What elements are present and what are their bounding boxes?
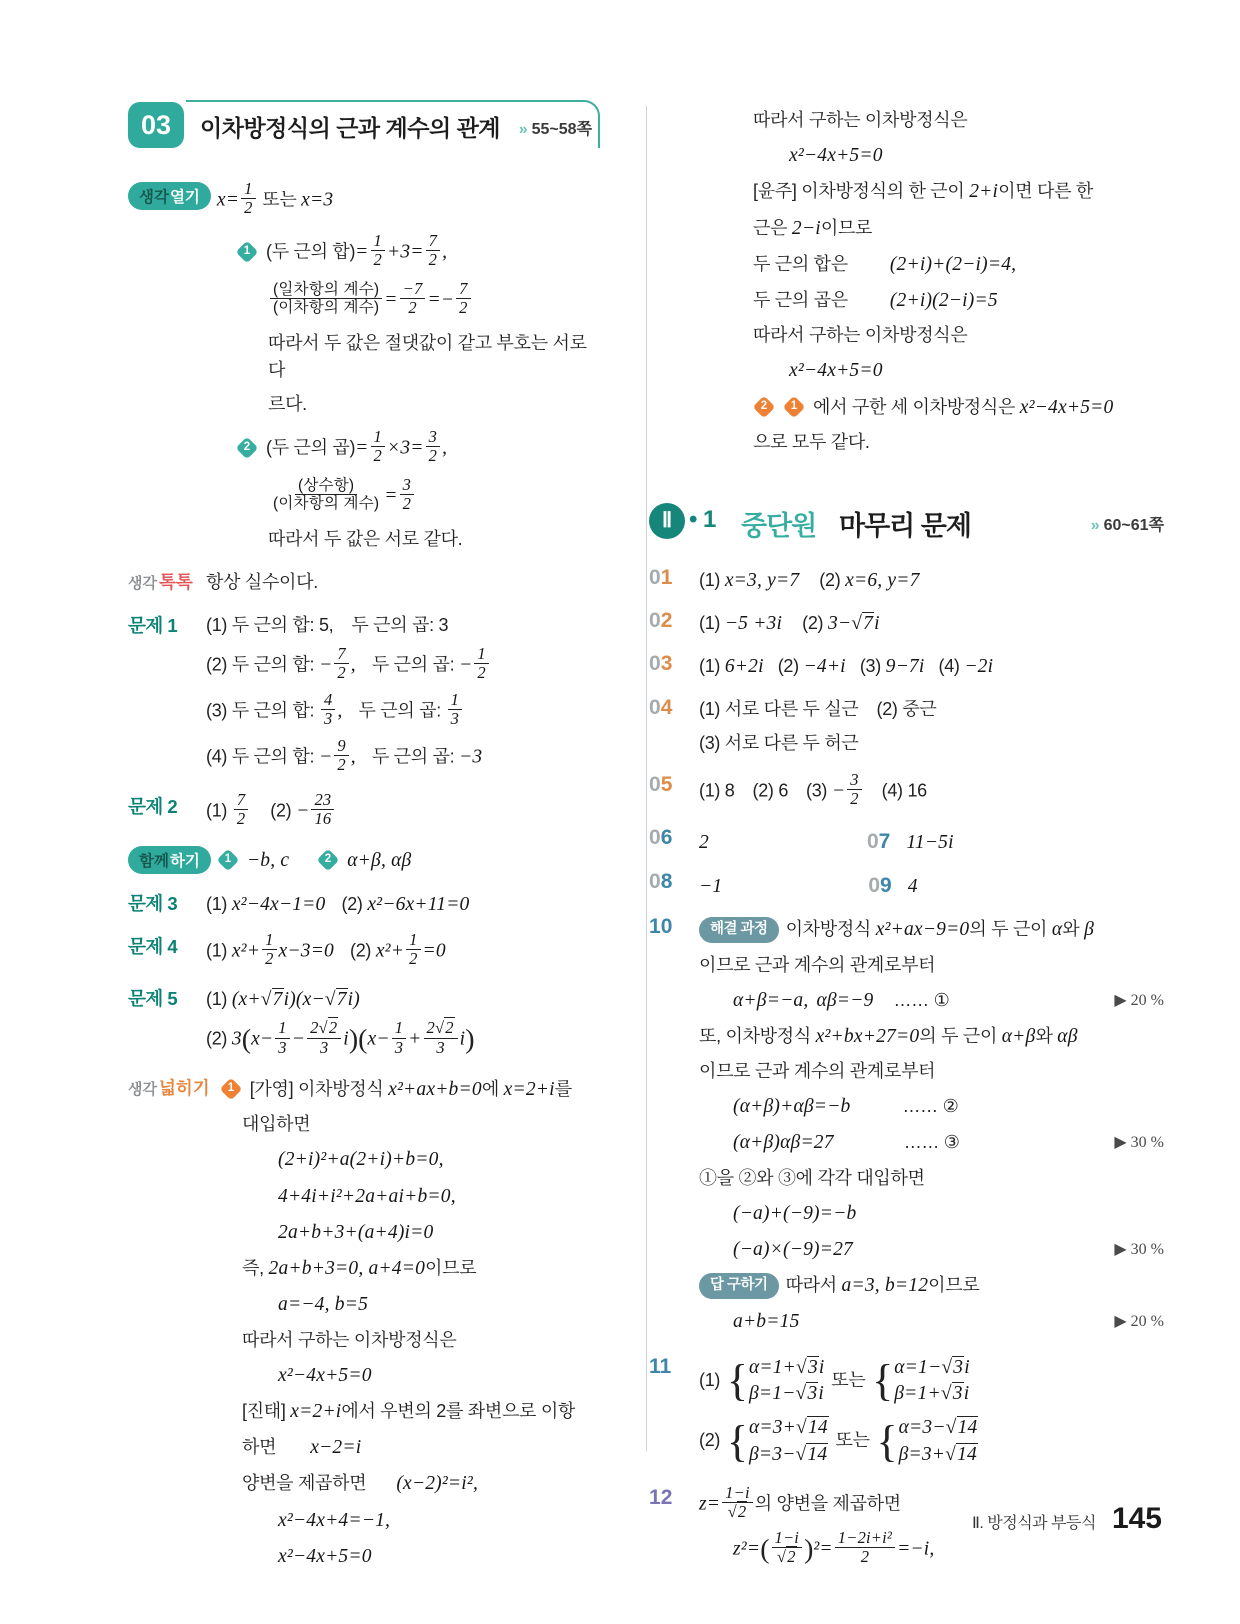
row-body: (α+β)αβ=27 …… ③ bbox=[733, 1132, 960, 1154]
row-body: (2) 두 근의 합: − $\frac{7}{2}$ , 두 근의 곱: − $\frac{1}{2}$ bbox=[206, 647, 600, 685]
content-row bbox=[649, 1271, 1164, 1300]
row-label bbox=[649, 652, 699, 676]
content-row bbox=[753, 393, 1164, 422]
row-body: (1) { α=1+√3i β=1−√3i 또는 { α=1−√3i β=1+√3i bbox=[699, 1355, 1164, 1408]
problem-number: 05 bbox=[649, 772, 673, 796]
content-row bbox=[649, 769, 1164, 811]
content-row bbox=[128, 391, 600, 418]
row-label bbox=[649, 696, 699, 720]
left-column-content bbox=[128, 179, 600, 1571]
problem-number: 06 bbox=[649, 826, 673, 850]
row-body: (1) 6+2i (2) −4+i (3) 9−7i (4) −2i bbox=[699, 656, 994, 678]
row-body: x²−4x+5=0 bbox=[278, 1364, 372, 1386]
content-row bbox=[649, 826, 1164, 858]
page-footer bbox=[972, 1502, 1162, 1536]
numbered-diamond-icon: 1 bbox=[236, 240, 259, 263]
content-row bbox=[649, 1415, 1164, 1468]
row-label bbox=[128, 612, 206, 638]
content-row bbox=[753, 322, 1164, 349]
numbered-diamond-icon: 1 bbox=[219, 1078, 242, 1101]
row-body: 따라서 두 값은 절댓값이 같고 부호는 서로 다 bbox=[268, 332, 587, 380]
content-row bbox=[753, 107, 1164, 134]
page-ref-chevron-icon: » bbox=[1090, 516, 1100, 534]
right-column bbox=[649, 100, 1164, 1576]
problem-number: 12 bbox=[649, 1485, 673, 1509]
problem-number: 01 bbox=[649, 565, 673, 589]
row-body: ①을 ②와 ③에 각각 대입하면 bbox=[699, 1167, 925, 1188]
content-row bbox=[128, 846, 600, 875]
page-ref-chevron-icon: » bbox=[518, 121, 528, 138]
content-row bbox=[649, 566, 1164, 595]
content-row bbox=[753, 429, 1164, 456]
row-label bbox=[128, 569, 206, 594]
step-badge: 해결 과정 bbox=[699, 917, 779, 943]
row-label bbox=[128, 1075, 220, 1100]
content-row bbox=[649, 730, 1164, 757]
row-label bbox=[128, 793, 206, 819]
row-label bbox=[649, 609, 699, 633]
row-body: [진태] x=2+i에서 우변의 2를 좌변으로 이항 bbox=[242, 1400, 575, 1422]
left-column bbox=[128, 100, 600, 1578]
row-body: x²−4x+4=−1, bbox=[278, 1509, 391, 1531]
row-body: (2+i)²+a(2+i)+b=0, bbox=[278, 1149, 444, 1171]
column-divider bbox=[646, 106, 647, 1451]
content-row bbox=[128, 1075, 600, 1104]
content-row bbox=[649, 1527, 1164, 1569]
content-row bbox=[128, 1145, 600, 1174]
score-percent: ▶ 20 % bbox=[1114, 991, 1164, 1009]
row-body: (−a)+(−9)=−b bbox=[733, 1202, 857, 1224]
content-row bbox=[649, 1128, 1164, 1157]
content-row bbox=[753, 214, 1164, 243]
content-row bbox=[128, 474, 600, 516]
row-body: (1) x²+ $\frac{1}{2}$ x−3=0 (2) x²+ $\frac{1}{2}$ =0 bbox=[206, 929, 446, 969]
problem-number-inline: 07 bbox=[866, 830, 891, 854]
row-body: 2 1 에서 구한 세 이차방정식은 x²−4x+5=0 bbox=[753, 393, 1164, 422]
content-row bbox=[649, 986, 1164, 1015]
row-label bbox=[128, 846, 217, 874]
row-body: α+β=−a, αβ=−9 …… ① bbox=[733, 989, 950, 1011]
content-row bbox=[128, 1397, 600, 1426]
review-label: 중단원 bbox=[741, 510, 817, 541]
problem-label: 문제 2 bbox=[128, 795, 178, 817]
score-percent: ▶ 30 % bbox=[1114, 1240, 1164, 1258]
row-label bbox=[649, 773, 699, 797]
row-body: 해결 과정 이차방정식 x²+ax−9=0의 두 근이 α와 β bbox=[699, 915, 1164, 944]
row-body: −1 09 4 bbox=[699, 873, 918, 897]
content-row bbox=[128, 1327, 600, 1354]
row-body: 양변을 제곱하면 (x−2)²=i², bbox=[242, 1473, 479, 1495]
content-row bbox=[649, 1235, 1164, 1264]
content-row bbox=[128, 612, 600, 639]
review-answers-content bbox=[649, 566, 1164, 1569]
content-row bbox=[128, 1182, 600, 1211]
content-row bbox=[649, 1022, 1164, 1051]
row-body: (1) 8 (2) 6 (3) − $\frac{3}{2}$ (4) 16 bbox=[699, 769, 927, 808]
row-label bbox=[128, 182, 217, 210]
content-row bbox=[128, 985, 600, 1014]
numbered-diamond-icon: 2 bbox=[236, 436, 259, 459]
content-row bbox=[128, 426, 600, 468]
problem-number-inline: 09 bbox=[868, 873, 892, 897]
content-row bbox=[649, 1092, 1164, 1121]
row-label bbox=[649, 1355, 699, 1379]
content-row bbox=[649, 1355, 1164, 1408]
row-body: 즉, 2a+b+3=0, a+4=0이므로 bbox=[242, 1258, 477, 1280]
row-body: 4+4i+i²+2a+ai+b=0, bbox=[278, 1185, 456, 1207]
row-body: z= $\frac{1-i}{√2}$ 의 양변을 제곱하면 bbox=[699, 1482, 901, 1522]
review-section-header bbox=[649, 500, 1164, 546]
cases-brace-group: { α=1+√3i β=1−√3i bbox=[726, 1356, 825, 1406]
row-body: (1) $\frac{7}{2}$ (2) − $\frac{23}{16}$ bbox=[206, 793, 600, 831]
row-body: (1) x²−4x−1=0 (2) x²−6x+11=0 bbox=[206, 893, 470, 915]
score-percent: ▶ 20 % bbox=[1114, 1313, 1164, 1331]
content-row bbox=[128, 929, 600, 971]
row-body: a+b=15 bbox=[733, 1311, 800, 1333]
row-body: x= $\frac{1}{2}$ 또는 x=3 bbox=[216, 179, 334, 218]
row-body: 근은 2−i이므로 bbox=[753, 217, 873, 239]
problem-label: 문제 4 bbox=[128, 935, 178, 957]
problem-number: 11 bbox=[649, 1354, 672, 1378]
problem-number: 08 bbox=[649, 869, 673, 893]
content-row bbox=[128, 1506, 600, 1535]
row-body: 2 (두 근의 곱)= $\frac{1}{2}$ ×3= $\frac{3}{2}$ , bbox=[206, 430, 600, 468]
content-row bbox=[128, 1469, 600, 1498]
row-body: (−a)×(−9)=27 bbox=[733, 1238, 854, 1260]
content-row bbox=[649, 1165, 1164, 1192]
content-row bbox=[128, 230, 600, 272]
row-body: 이므로 근과 계수의 관계로부터 bbox=[699, 1061, 936, 1082]
numbered-diamond-icon: 1 bbox=[783, 395, 806, 418]
content-row bbox=[128, 1111, 600, 1138]
row-body: 으로 모두 같다. bbox=[753, 431, 870, 452]
row-body: (1) x=3, y=7 (2) x=6, y=7 bbox=[699, 569, 920, 591]
activity-label: 생각 톡톡 bbox=[128, 571, 193, 592]
row-body: (일차항의 계수) (이차항의 계수) = $\frac{-7}{2}$ =− $\frac{7}{2}$ bbox=[206, 282, 600, 320]
numbered-diamond-icon: 1 bbox=[217, 849, 240, 872]
row-body: 따라서 구하는 이차방정식은 bbox=[753, 325, 968, 346]
row-body: 두 근의 합은 (2+i)+(2−i)=4, bbox=[753, 253, 1017, 275]
row-label bbox=[649, 915, 699, 939]
row-body: 따라서 구하는 이차방정식은 bbox=[753, 110, 968, 130]
step-badge: 답 구하기 bbox=[699, 1273, 779, 1299]
problem-label: 문제 3 bbox=[128, 892, 178, 914]
numbered-diamond-icon: 2 bbox=[753, 395, 776, 418]
row-body: x²−4x+5=0 bbox=[789, 360, 883, 382]
row-label bbox=[649, 870, 699, 894]
content-row bbox=[128, 1433, 600, 1462]
row-body: 1 [가영] 이차방정식 x²+ax+b=0에 x=2+i를 bbox=[220, 1075, 600, 1104]
row-body: x²−4x+5=0 bbox=[278, 1545, 372, 1567]
row-label bbox=[649, 826, 699, 850]
row-body: 항상 실수이다. bbox=[206, 571, 318, 592]
content-row bbox=[649, 652, 1164, 681]
unit-number-badge: Ⅱ bbox=[649, 503, 685, 539]
content-row bbox=[649, 952, 1164, 979]
problem-label: 문제 1 bbox=[128, 614, 178, 636]
row-label bbox=[128, 890, 206, 916]
chapter-title: Ⅱ. 방정식과 부등식 bbox=[972, 1515, 1096, 1532]
right-column-continuation bbox=[649, 107, 1164, 456]
row-label bbox=[649, 566, 699, 590]
content-row bbox=[649, 915, 1164, 944]
content-row bbox=[128, 1290, 600, 1319]
content-row bbox=[649, 1058, 1164, 1085]
problem-number: 10 bbox=[649, 915, 673, 939]
content-row bbox=[128, 330, 600, 384]
numbered-diamond-icon: 2 bbox=[317, 849, 340, 872]
section-number-badge: 03 bbox=[128, 102, 184, 148]
content-row bbox=[128, 1542, 600, 1571]
row-body: (상수항) (이차항의 계수) = $\frac{3}{2}$ bbox=[206, 478, 600, 516]
row-body: 이므로 근과 계수의 관계로부터 bbox=[699, 954, 936, 975]
row-body: 대입하면 bbox=[242, 1114, 311, 1135]
content-row bbox=[649, 1307, 1164, 1336]
row-body: 따라서 구하는 이차방정식은 bbox=[242, 1329, 457, 1350]
cases-brace-group: { α=3+√14 β=3−√14 bbox=[726, 1416, 828, 1466]
content-row bbox=[128, 1361, 600, 1390]
section-title: 이차방정식의 근과 계수의 관계 bbox=[200, 115, 501, 141]
problem-number: 04 bbox=[649, 695, 673, 719]
cases-brace-group: { α=1−√3i β=1+√3i bbox=[872, 1356, 970, 1406]
content-row bbox=[128, 569, 600, 596]
activity-label: 생각 넓히기 bbox=[128, 1078, 210, 1099]
row-label bbox=[649, 1486, 699, 1510]
content-row bbox=[649, 870, 1164, 902]
problem-number: 02 bbox=[649, 609, 673, 632]
content-row bbox=[753, 286, 1164, 315]
section-page-ref bbox=[519, 116, 592, 139]
row-body: x²−4x+5=0 bbox=[789, 145, 883, 166]
row-body: (3) 두 근의 합: $\frac{4}{3}$ , 두 근의 곱: $\frac{1}{3}$ bbox=[206, 693, 600, 731]
problem-label: 문제 5 bbox=[128, 987, 178, 1009]
row-body: (1) (x+√7i)(x−√7i) bbox=[206, 988, 360, 1010]
content-row bbox=[649, 696, 1164, 723]
row-body: (2) { α=3+√14 β=3−√14 또는 { α=3−√14 β=3+√14 bbox=[699, 1415, 1164, 1468]
row-body: (2) 3(x− $\frac{1}{3}$ − $\frac{2√2}{3}$ i)(x− $\frac{1}{3}$ + $\frac{2√2}{3}$ i) bbox=[206, 1018, 475, 1057]
content-row bbox=[649, 609, 1164, 638]
row-label bbox=[128, 933, 206, 959]
row-body: 답 구하기 따라서 a=3, b=12이므로 bbox=[699, 1271, 1164, 1300]
row-body: a=−4, b=5 bbox=[278, 1294, 369, 1316]
row-body: 따라서 두 값은 서로 같다. bbox=[268, 528, 463, 549]
row-body: [윤주] 이차방정식의 한 근이 2+i이면 다른 한 bbox=[753, 181, 1093, 203]
content-row bbox=[128, 179, 600, 220]
row-body: 1 −b, c 2 α+β, αβ bbox=[217, 846, 600, 875]
content-row bbox=[128, 278, 600, 320]
activity-badge: 생각열기 bbox=[128, 182, 211, 210]
content-row bbox=[128, 735, 600, 777]
row-body: 2 07 11−5i bbox=[699, 830, 954, 854]
row-body: (1) 서로 다른 두 실근 (2) 중근 bbox=[699, 698, 937, 719]
content-row bbox=[753, 141, 1164, 170]
row-body: (4) 두 근의 합: − $\frac{9}{2}$ , 두 근의 곱: −3 bbox=[206, 735, 483, 775]
row-body: (1) 두 근의 합: 5, 두 근의 곱: 3 bbox=[206, 614, 449, 635]
problem-number: 03 bbox=[649, 652, 673, 676]
row-body: z²=( $\frac{1-i}{√2}$ )²= $\frac{\text{1−2i+i²}}{2}$ =−i, bbox=[733, 1527, 935, 1567]
row-body: 하면 x−2=i bbox=[242, 1437, 362, 1459]
content-row bbox=[128, 890, 600, 919]
content-row bbox=[128, 1254, 600, 1283]
row-body: (3) 서로 다른 두 허근 bbox=[699, 732, 859, 753]
row-body: (1) −5 +3i (2) 3−√7i bbox=[699, 613, 880, 634]
row-body: 또, 이차방정식 x²+bx+27=0의 두 근이 α+β와 αβ bbox=[699, 1025, 1078, 1047]
content-row bbox=[128, 526, 600, 553]
unit-sub-number: 1 bbox=[703, 505, 717, 533]
page-ref-text: 55~58쪽 bbox=[531, 121, 592, 138]
row-body: 두 근의 곱은 (2+i)(2−i)=5 bbox=[753, 290, 998, 311]
unit-separator: • bbox=[689, 505, 698, 533]
review-title: 마무리 문제 bbox=[839, 510, 971, 541]
review-page-ref bbox=[1091, 512, 1164, 535]
page-ref-text: 60~61쪽 bbox=[1103, 516, 1164, 534]
row-body: 1 (두 근의 합)= $\frac{1}{2}$ +3= $\frac{7}{2}$ , bbox=[206, 234, 600, 272]
content-row bbox=[649, 1199, 1164, 1228]
content-row bbox=[128, 789, 600, 831]
row-body: (α+β)+αβ=−b …… ② bbox=[733, 1096, 959, 1118]
page-number: 145 bbox=[1111, 1502, 1162, 1535]
two-column-layout bbox=[128, 100, 1164, 1578]
row-label bbox=[128, 985, 206, 1011]
content-row bbox=[753, 356, 1164, 385]
section-03-header bbox=[128, 100, 600, 164]
cases-brace-group: { α=3−√14 β=3+√14 bbox=[876, 1416, 978, 1466]
content-row bbox=[128, 1018, 600, 1059]
content-row bbox=[128, 1218, 600, 1247]
content-row bbox=[128, 689, 600, 731]
content-row bbox=[753, 177, 1164, 206]
score-percent: ▶ 30 % bbox=[1114, 1134, 1164, 1152]
row-body: 2a+b+3+(a+4)i=0 bbox=[278, 1221, 434, 1243]
content-row bbox=[128, 643, 600, 685]
activity-badge: 함께하기 bbox=[128, 846, 211, 874]
row-body: 르다. bbox=[268, 393, 307, 414]
content-row bbox=[753, 250, 1164, 279]
